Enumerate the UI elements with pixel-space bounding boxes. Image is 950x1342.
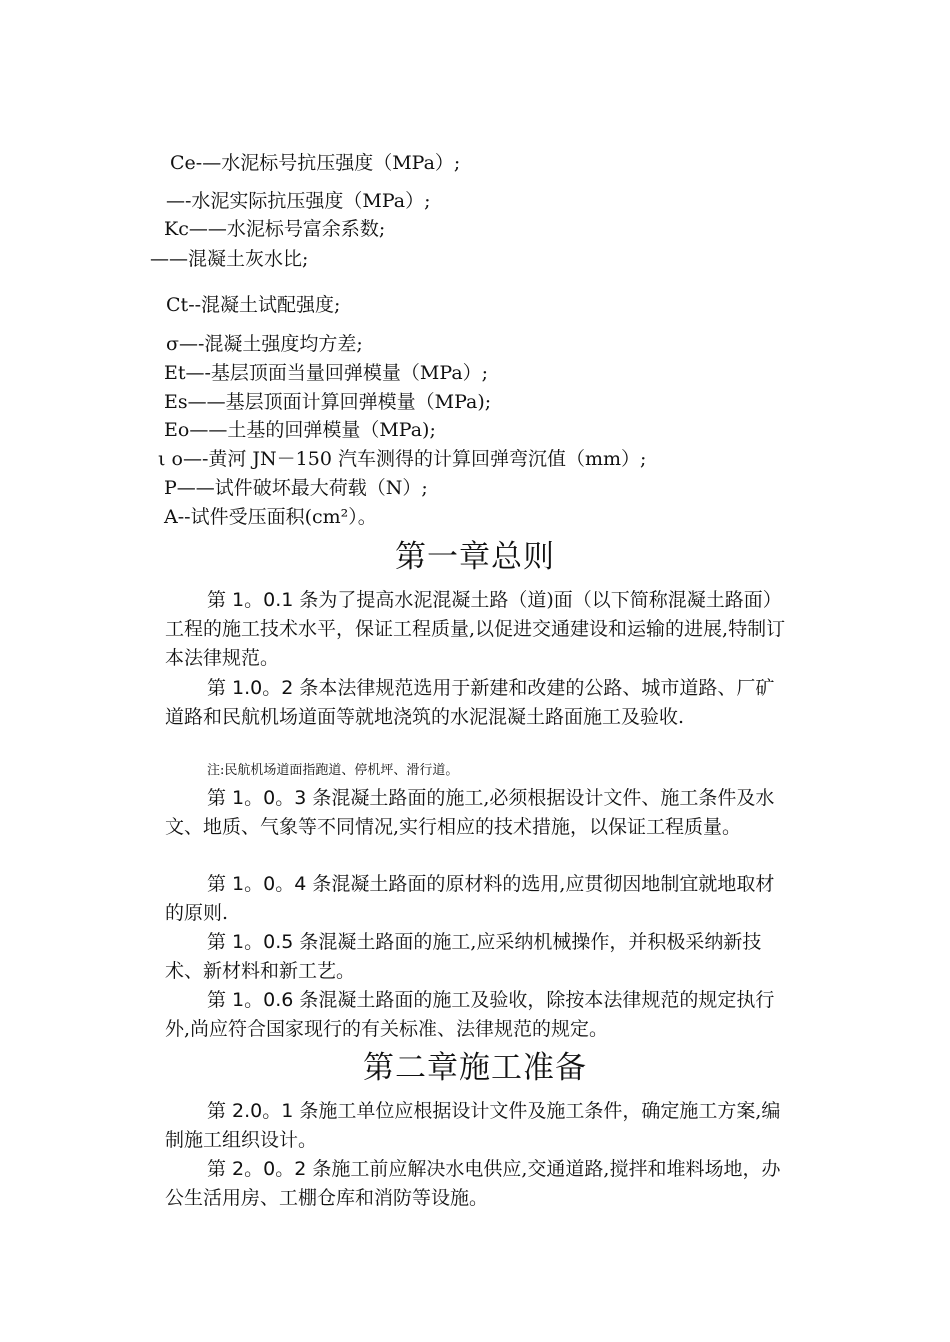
symbol-definition bbox=[164, 421, 436, 440]
symbol-text: —-黄河 JN－150 汽车测得的计算回弹弯沉值（mm）; bbox=[182, 448, 647, 470]
article-text: 施工单位应根据设计文件及施工条件，确定施工方案,编制施工组织设计。 bbox=[165, 1100, 781, 1151]
symbol-definition bbox=[164, 508, 377, 527]
symbol-ce: Ce bbox=[170, 152, 196, 174]
symbol-eo: Eo bbox=[164, 419, 190, 441]
symbol-sigma: σ bbox=[166, 333, 179, 355]
symbol-text: ——水泥标号富余系数; bbox=[188, 218, 386, 240]
article-text: 本法律规范选用于新建和改建的公路、城市道路、厂矿道路和民航机场道面等就地浇筑的水泥混凝土路面施工及验收. bbox=[165, 677, 775, 728]
symbol-definition bbox=[158, 450, 646, 469]
article-paragraph bbox=[165, 1097, 790, 1155]
article-paragraph bbox=[165, 870, 790, 928]
article-number: 第 1。0.5 条 bbox=[207, 931, 319, 953]
article-text: 施工前应解决水电供应,交通道路,搅拌和堆料场地，办公生活用房、工棚仓库和消防等设施。 bbox=[165, 1158, 781, 1209]
article-number: 第 2.0。1 条 bbox=[207, 1100, 319, 1122]
article-paragraph bbox=[165, 986, 790, 1044]
article-paragraph bbox=[165, 674, 790, 732]
symbol-a: A bbox=[164, 506, 178, 528]
article-text: 混凝土路面的施工,必须根据设计文件、施工条件及水文、地质、气象等不同情况,实行相应的技术措施，以保证工程质量。 bbox=[165, 787, 775, 838]
symbol-text: ——土基的回弹模量（MPa); bbox=[189, 419, 436, 441]
symbol-text: --试件受压面积(cm²）。 bbox=[177, 506, 377, 528]
symbol-text: --混凝土试配强度; bbox=[188, 294, 341, 316]
symbol-definition bbox=[164, 393, 491, 412]
article-number: 第 1。0。3 条 bbox=[207, 787, 332, 809]
chapter-title: 第一章总则 bbox=[395, 539, 555, 575]
symbol-text: —-基层顶面当量回弹模量（MPa）; bbox=[185, 362, 489, 384]
symbol-definition bbox=[170, 154, 460, 173]
symbol-text: -—水泥标号抗压强度（MPa）; bbox=[195, 152, 461, 174]
article-number: 第 1。0。4 条 bbox=[207, 873, 332, 895]
article-number: 第 2。0。2 条 bbox=[207, 1158, 332, 1180]
symbol-text: —-混凝土强度均方差; bbox=[178, 333, 363, 355]
symbol-text: ——混凝土灰水比; bbox=[150, 248, 309, 270]
symbol-definition bbox=[166, 296, 340, 315]
article-text: 为了提高水泥混凝土路（道)面（以下简称混凝土路面）工程的施工技术水平，保证工程质量,以促进交通建设和运输的进展,特制订本法律规范。 bbox=[165, 589, 786, 669]
symbol-es: Es bbox=[164, 391, 188, 413]
symbol-lo: ι o bbox=[158, 448, 183, 470]
article-paragraph bbox=[165, 586, 790, 673]
symbol-definition bbox=[166, 335, 363, 354]
symbol-p: P bbox=[164, 477, 177, 499]
symbol-definition bbox=[164, 364, 488, 383]
article-paragraph bbox=[165, 1155, 790, 1213]
chapter-title: 第二章施工准备 bbox=[363, 1050, 587, 1086]
article-text: 混凝土路面的施工,应采纳机械操作，并积极采纳新技术、新材料和新工艺。 bbox=[165, 931, 762, 982]
symbol-ct: Ct bbox=[166, 294, 189, 316]
symbol-definition bbox=[164, 220, 385, 239]
symbol-text: ——试件破坏最大荷载（N）; bbox=[176, 477, 428, 499]
article-number: 第 1。0.6 条 bbox=[207, 989, 319, 1011]
article-number: 第 1.0。2 条 bbox=[207, 677, 319, 699]
article-paragraph bbox=[165, 928, 790, 986]
article-text: 混凝土路面的原材料的选用,应贯彻因地制宜就地取材的原则. bbox=[165, 873, 775, 924]
symbol-et: Et bbox=[164, 362, 186, 384]
symbol-kc: Kc bbox=[164, 218, 189, 240]
article-text: 混凝土路面的施工及验收，除按本法律规范的规定执行外,尚应符合国家现行的有关标准、法律规范的规定。 bbox=[165, 989, 775, 1040]
symbol-definition bbox=[164, 479, 428, 498]
symbol-definition bbox=[166, 192, 431, 211]
symbol-text: —-水泥实际抗压强度（MPa）; bbox=[166, 190, 431, 212]
article-paragraph bbox=[165, 784, 790, 842]
article-number: 第 1。0.1 条 bbox=[207, 589, 319, 611]
symbol-text: ——基层顶面计算回弹模量（MPa); bbox=[187, 391, 492, 413]
symbol-definition bbox=[150, 250, 308, 269]
note-text: 注:民航机场道面指跑道、停机坪、滑行道。 bbox=[207, 763, 459, 778]
